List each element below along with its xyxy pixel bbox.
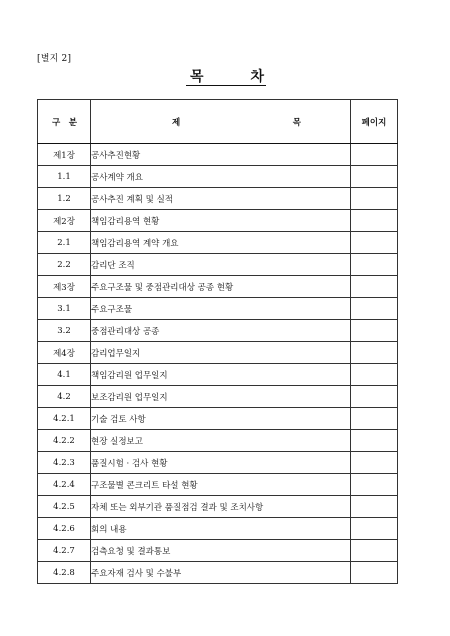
table-row	[38, 562, 398, 584]
row-page-number	[351, 320, 398, 342]
title-underline	[186, 85, 266, 86]
header-subject-char-1: 제	[172, 117, 181, 128]
row-page-number	[351, 364, 398, 386]
row-subject: 보조감리원 업무일지	[91, 386, 351, 408]
row-section-number: 1.2	[38, 188, 91, 210]
row-section-number: 제4장	[38, 342, 91, 364]
table-row	[38, 518, 398, 540]
row-page-number	[351, 210, 398, 232]
table-row	[38, 342, 398, 364]
table-body	[38, 144, 398, 584]
row-section-number: 4.2.4	[38, 474, 91, 496]
page-title	[186, 66, 266, 84]
row-section-number: 1.1	[38, 166, 91, 188]
table-row	[38, 540, 398, 562]
row-page-number	[351, 452, 398, 474]
row-section-number: 4.2.3	[38, 452, 91, 474]
row-page-number	[351, 254, 398, 276]
row-section-number: 3.1	[38, 298, 91, 320]
table-row	[38, 386, 398, 408]
table-row	[38, 364, 398, 386]
row-subject: 책임감리원 업무일지	[91, 364, 351, 386]
row-page-number	[351, 342, 398, 364]
row-page-number	[351, 496, 398, 518]
row-section-number: 제3장	[38, 276, 91, 298]
attachment-label: [별지 2]	[37, 54, 72, 64]
row-subject: 검측요청 및 결과통보	[91, 540, 351, 562]
row-subject: 현장 실정보고	[91, 430, 351, 452]
row-section-number: 4.2.8	[38, 562, 91, 584]
row-page-number	[351, 430, 398, 452]
header-subject	[91, 100, 351, 144]
page-title-char-2: 차	[250, 69, 264, 85]
row-subject: 주요자재 검사 및 수불부	[91, 562, 351, 584]
row-subject: 공사추진 계획 및 실적	[91, 188, 351, 210]
page-title-char-1: 목	[190, 69, 204, 85]
header-gubun-char-1: 구	[52, 117, 61, 128]
row-page-number	[351, 298, 398, 320]
row-page-number	[351, 518, 398, 540]
table-row	[38, 166, 398, 188]
row-subject: 회의 내용	[91, 518, 351, 540]
row-subject: 주요구조물	[91, 298, 351, 320]
table-row	[38, 320, 398, 342]
table-row	[38, 496, 398, 518]
table-row	[38, 430, 398, 452]
row-subject: 공사추진현황	[91, 144, 351, 166]
row-page-number	[351, 232, 398, 254]
row-page-number	[351, 144, 398, 166]
table-row	[38, 188, 398, 210]
row-section-number: 제1장	[38, 144, 91, 166]
row-subject: 주요구조물 및 중점관리대상 공종 현황	[91, 276, 351, 298]
table-row	[38, 210, 398, 232]
row-section-number: 4.2.2	[38, 430, 91, 452]
row-section-number: 4.2.7	[38, 540, 91, 562]
table-row	[38, 232, 398, 254]
table-row	[38, 144, 398, 166]
row-subject: 책임감리용역 계약 개요	[91, 232, 351, 254]
row-subject: 품질시험 · 검사 현황	[91, 452, 351, 474]
table-row	[38, 276, 398, 298]
row-section-number: 4.2.5	[38, 496, 91, 518]
table-of-contents	[37, 99, 398, 584]
row-page-number	[351, 562, 398, 584]
row-subject: 감리업무일지	[91, 342, 351, 364]
row-page-number	[351, 386, 398, 408]
row-section-number: 제2장	[38, 210, 91, 232]
row-page-number	[351, 540, 398, 562]
row-section-number: 4.2.1	[38, 408, 91, 430]
row-subject: 감리단 조직	[91, 254, 351, 276]
row-section-number: 2.2	[38, 254, 91, 276]
row-subject: 중점관리대상 공종	[91, 320, 351, 342]
row-subject: 구조물별 콘크리트 타설 현황	[91, 474, 351, 496]
table-row	[38, 298, 398, 320]
row-section-number: 3.2	[38, 320, 91, 342]
header-page: 페이지	[351, 100, 398, 144]
header-subject-char-2: 목	[292, 117, 301, 128]
table-header-row	[38, 100, 398, 144]
row-section-number: 4.2.6	[38, 518, 91, 540]
row-subject: 기술 검토 사항	[91, 408, 351, 430]
row-page-number	[351, 474, 398, 496]
row-section-number: 2.1	[38, 232, 91, 254]
table-row	[38, 452, 398, 474]
row-subject: 자체 또는 외부기관 품질점검 결과 및 조치사항	[91, 496, 351, 518]
row-page-number	[351, 276, 398, 298]
row-page-number	[351, 408, 398, 430]
header-gubun-char-2: 분	[68, 117, 77, 128]
header-gubun	[38, 100, 91, 144]
row-section-number: 4.1	[38, 364, 91, 386]
row-section-number: 4.2	[38, 386, 91, 408]
table-row	[38, 408, 398, 430]
table-row	[38, 254, 398, 276]
row-subject: 책임감리용역 현황	[91, 210, 351, 232]
row-page-number	[351, 188, 398, 210]
row-page-number	[351, 166, 398, 188]
table-row	[38, 474, 398, 496]
row-subject: 공사계약 개요	[91, 166, 351, 188]
